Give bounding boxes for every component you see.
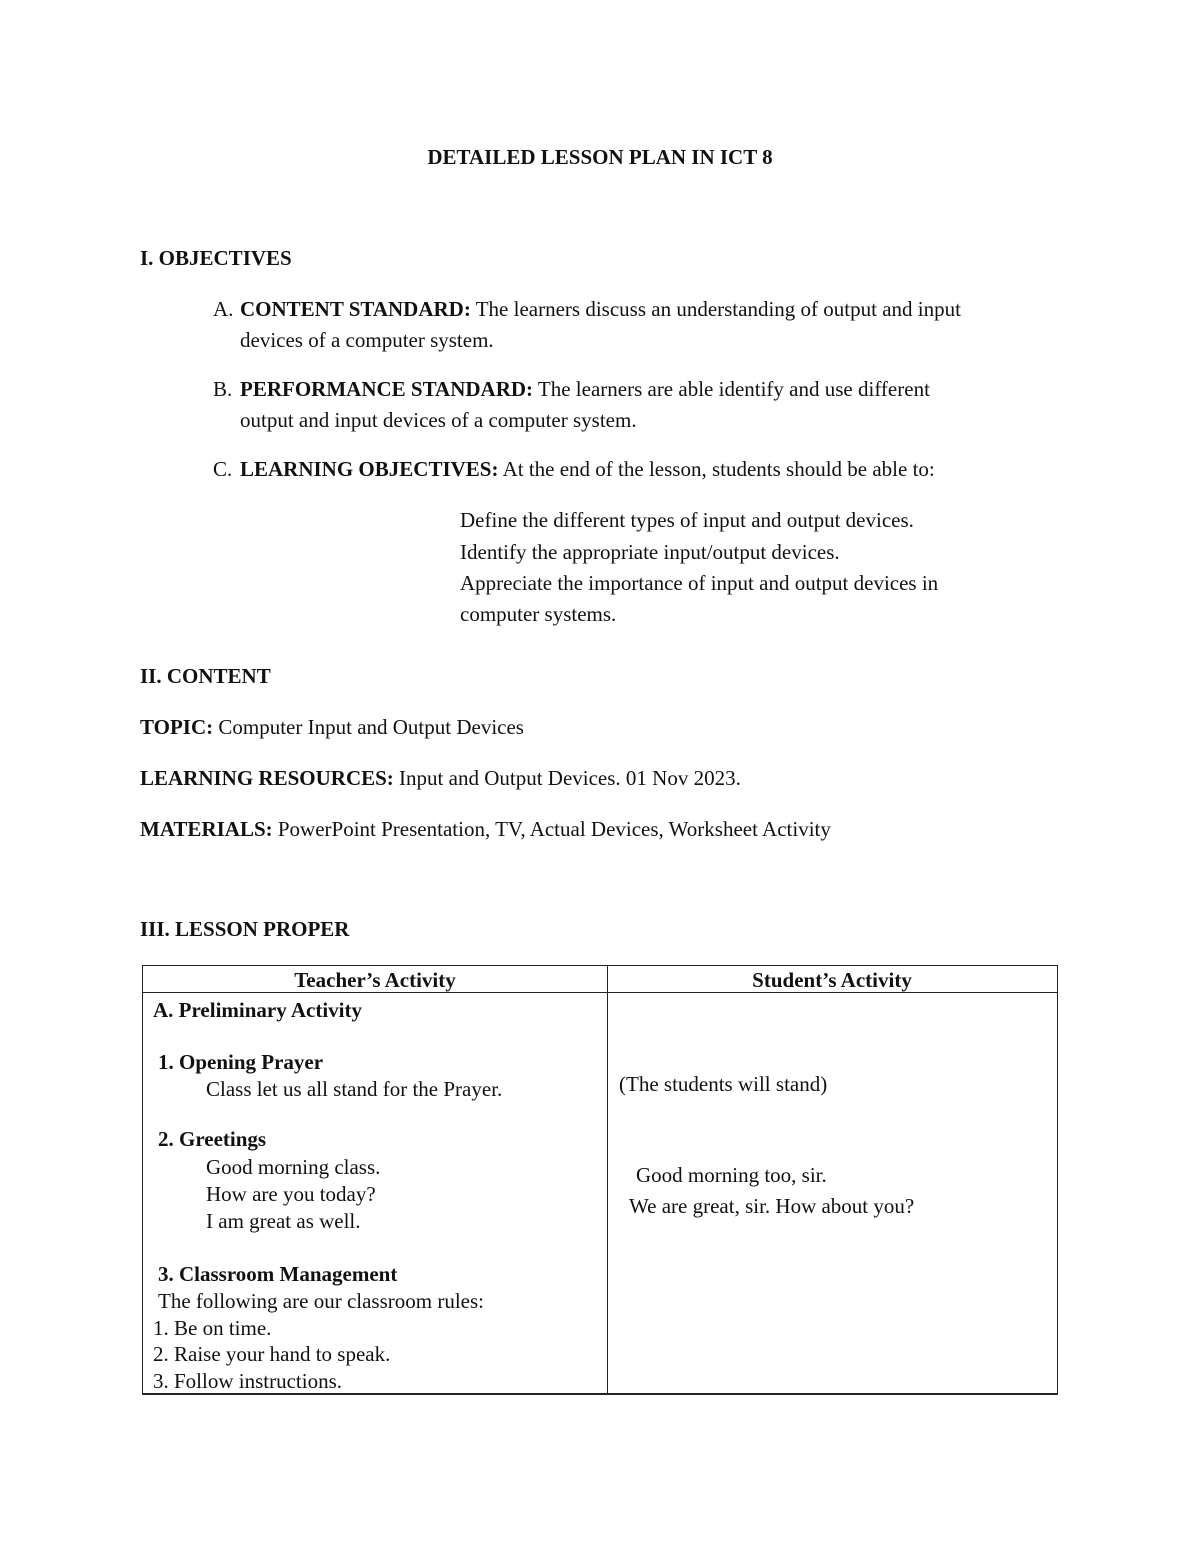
rule-item: 3. Follow instructions. — [153, 1369, 343, 1393]
materials-value: PowerPoint Presentation, TV, Actual Devices, Worksheet Activity — [277, 817, 831, 841]
prayer-text: Class let us all stand for the Prayer. — [206, 1077, 503, 1101]
preliminary-heading: A. Preliminary Activity — [153, 998, 362, 1022]
topic-label: TOPIC: — [140, 715, 214, 739]
objective-b-text-cont: output and input devices of a computer system. — [240, 408, 637, 432]
objective-c-line — [240, 459, 935, 480]
greeting-student-response: Good morning too, sir. — [636, 1163, 827, 1187]
document-title: DETAILED LESSON PLAN IN ICT 8 — [427, 145, 773, 169]
objective-list-item: Appreciate the importance of input and output devices in — [460, 571, 939, 595]
objective-c-text: At the end of the lesson, students should be able to: — [502, 457, 935, 481]
greeting-line: Good morning class. — [206, 1155, 381, 1179]
materials-line — [140, 819, 831, 840]
greeting-line: I am great as well. — [206, 1209, 361, 1233]
topic-value: Computer Input and Output Devices — [218, 715, 524, 739]
objective-b-label: PERFORMANCE STANDARD: — [240, 377, 534, 401]
lesson-table — [142, 965, 1058, 1395]
objective-b-marker: B. — [213, 377, 233, 401]
greetings-heading: 2. Greetings — [158, 1127, 267, 1151]
objective-a-marker: A. — [213, 297, 234, 321]
greeting-line: How are you today? — [206, 1182, 376, 1206]
resources-label: LEARNING RESOURCES: — [140, 766, 394, 790]
rule-item: 2. Raise your hand to speak. — [153, 1342, 391, 1366]
management-heading: 3. Classroom Management — [158, 1262, 398, 1286]
prayer-heading: 1. Opening Prayer — [158, 1050, 324, 1074]
objective-list-item: Identify the appropriate input/output devices. — [460, 540, 840, 564]
section-heading-objectives: I. OBJECTIVES — [140, 246, 292, 270]
resources-line — [140, 768, 741, 789]
table-column-divider — [607, 966, 608, 1393]
section-heading-lesson: III. LESSON PROPER — [140, 917, 350, 941]
prayer-student-response: (The students will stand) — [619, 1072, 828, 1096]
objective-b-text: The learners are able identify and use different — [537, 377, 930, 401]
objective-a-text-cont: devices of a computer system. — [240, 328, 494, 352]
section-heading-content: II. CONTENT — [140, 664, 271, 688]
rule-item: 1. Be on time. — [153, 1316, 272, 1340]
objective-c-label: LEARNING OBJECTIVES: — [240, 457, 499, 481]
table-header-teacher: Teacher’s Activity — [294, 968, 456, 992]
table-header-divider — [143, 992, 1057, 993]
resources-value: Input and Output Devices. 01 Nov 2023. — [399, 766, 741, 790]
objective-list-item: Define the different types of input and output devices. — [460, 508, 914, 532]
objective-list-item: computer systems. — [460, 602, 617, 626]
topic-line — [140, 717, 524, 738]
objective-a-text: The learners discuss an understanding of output and input — [475, 297, 961, 321]
greeting-student-response: We are great, sir. How about you? — [629, 1194, 915, 1218]
objective-a-label: CONTENT STANDARD: — [240, 297, 471, 321]
materials-label: MATERIALS: — [140, 817, 273, 841]
objective-b-line — [240, 379, 930, 400]
objective-c-marker: C. — [213, 457, 233, 481]
objective-a-line — [240, 299, 961, 320]
management-intro: The following are our classroom rules: — [158, 1289, 484, 1313]
table-header-student: Student’s Activity — [752, 968, 912, 992]
